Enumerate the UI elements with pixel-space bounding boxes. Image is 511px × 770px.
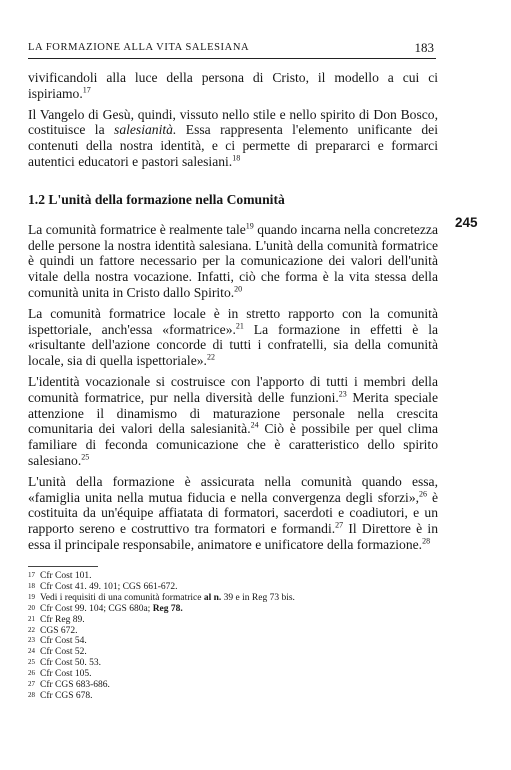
footnotes [28,571,438,702]
main-text [28,70,438,553]
paragraph: L'identità vocazionale si costruisce con l'apporto di tutti i membri della comunità formatrice, pur nella diversità delle funzioni.$^{23}$ Merita speciale attenzione il dinamismo di maturazione personale nella crescita comunitaria dei valori della salesianità.$^{24}$ Ciò è possibile per quel clima familiare di feconda comunicazione che è caratteristico dello spirito salesiano.$^{25}$ [28,373,439,468]
footnote-ref: 26 [419,489,428,498]
footnote: 17 Cfr Cost 101. [28,571,92,581]
running-header [28,40,436,59]
page-number: 183 [414,40,434,55]
footnote-ref: 19 [245,221,254,231]
footnote-ref: 22 [206,352,215,362]
footnote-divider [28,566,98,567]
footnote-ref: 18 [232,153,241,163]
footnote: 25 Cfr Cost 50. 53. [28,658,101,669]
footnote: 26 Cfr Cost 105. [28,669,92,680]
footnote-ref: 20 [234,284,243,294]
footnote: 22 CGS 672. [28,625,78,636]
footnote: 21 Cfr Reg 89. [28,614,85,625]
footnote: 23 Cfr Cost 54. [28,636,87,647]
footnote: 19 Vedi i requisiti di una comunità formatrice al n. 39 e in Reg 73 bis. [28,592,295,603]
footnote: 28 Cfr CGS 678. [28,690,93,701]
footnote-ref: 27 [335,520,344,530]
footnote-ref: 25 [81,452,90,462]
running-title: LA FORMAZIONE ALLA VITA SALESIANA [28,42,250,53]
footnote-ref: 28 [422,536,431,546]
paragraph: La comunità formatrice locale è in stretto rapporto con la comunità ispettoriale, anch'essa «formatrice».$^{21}$ La formazione in effetti è la «risultante dell'azione concorde di tutti i confratelli, sia della comunità locale, sia di quella ispettoriale».$^{22}$ [28,305,438,369]
footnote: 24 Cfr Cost 52. [28,647,87,658]
emphasis: salesianità. [114,122,177,138]
footnote-ref: 21 [235,321,244,331]
footnote: 20 Cfr Cost 99. 104; CGS 680a; Reg 78. [28,603,183,614]
paragraph: vivificandoli alla luce della persona di Cristo, il modello a cui ci ispiriamo.$^{17}$ [28,70,438,101]
paragraph: La comunità formatrice è realmente tale$^{19}$ quando incarna nella concretezza delle persone la nostra identità salesiana. L'unità della comunità formatrice è quindi un fattore necessario per la comunicazione dei valori dell'unità vitale della nostra vocazione. Infatti, ciò che forma è la vita stessa della comunità unita in Cristo dallo Spirito.$^{20}$ [28,221,438,300]
footnote-ref: 24 [250,420,259,430]
footnote-ref: 23 [338,389,347,399]
footnote: 18 Cfr Cost 41. 49. 101; CGS 661-672. [28,581,178,592]
section-heading: 1.2 L'unità della formazione nella Comunità [28,191,285,207]
footnote: 27 Cfr CGS 683-686. [28,680,110,691]
margin-paragraph-number: 245 [455,215,478,230]
footnote-ref: 17 [82,85,91,95]
paragraph: L'unità della formazione è assicurata nella comunità quando essa, «famiglia unita nella mutua fiducia e nella convergenza degli sforzi»,$^{26}$ è costituita da un'équipe affiatata di formatori, sacerdoti e coadiutori, e un rapporto sereno e costruttivo tra formatori e formandi.$^{27}$ Il Direttore è in essa il principale responsabile, animatore e unificatore della formazione.$^{28}$ [28,473,438,552]
paragraph: Il Vangelo di Gesù, quindi, vissuto nello stile e nello spirito di Don Bosco, costituisce la salesianità. Essa rappresenta l'elemento unificante dei contenuti della nostra identità, e ci permette di prepararci e formarci autentici educatori e pastori salesiani.$^{18}$ [28,106,438,169]
